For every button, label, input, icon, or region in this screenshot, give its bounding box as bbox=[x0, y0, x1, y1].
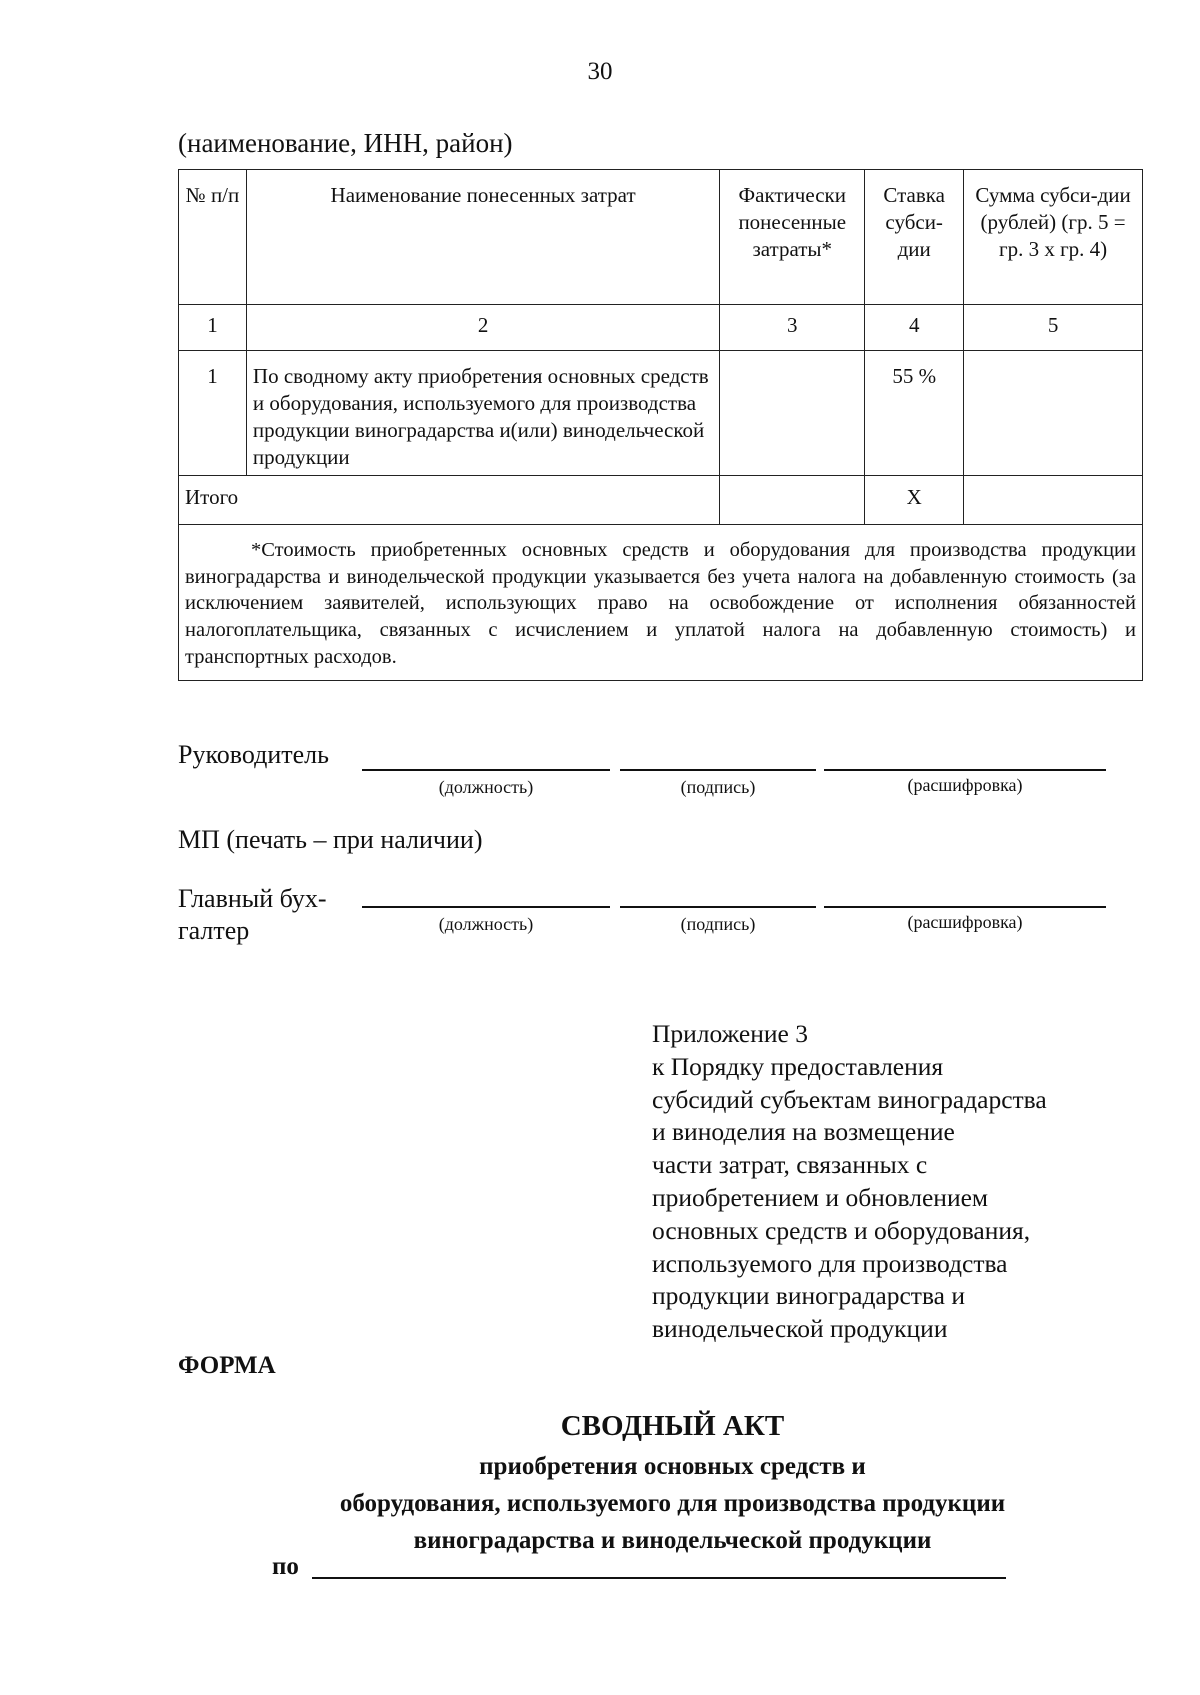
appendix-line: продукции виноградарства и bbox=[652, 1281, 965, 1311]
form-label: ФОРМА bbox=[178, 1352, 276, 1379]
org-header: (наименование, ИНН, район) bbox=[178, 128, 513, 158]
accountant-signature-line[interactable] bbox=[620, 906, 816, 908]
row-actual-costs bbox=[720, 351, 865, 476]
act-po-line[interactable] bbox=[312, 1577, 1006, 1579]
act-subtitle-line: виноградарства и винодельческой продукции bbox=[413, 1527, 932, 1554]
table-footnote: *Стоимость приобретенных основных средств и оборудования для производства продукции виноградарства и винодельческой продукции указывается без учета налога на добавленную стоимость (за исключением заявителей, использующих право на освобождение от исполнения обязанностей налогоплательщика, связанных с исчислением и уплатой налога на добавленную стоимость) и транспортных расходов. bbox=[185, 539, 1136, 668]
accountant-name-caption: (расшифровка) bbox=[907, 912, 1023, 932]
header-cost-name: Наименование понесенных затрат bbox=[246, 170, 719, 305]
accountant-position-line[interactable] bbox=[362, 906, 610, 908]
head-name-caption: (расшифровка) bbox=[907, 775, 1023, 795]
header-actual-costs: Фактически понесенные затраты* bbox=[720, 170, 865, 305]
table-column-numbers-row bbox=[179, 305, 1143, 351]
table-row bbox=[179, 351, 1143, 476]
accountant-label-line-2: галтер bbox=[178, 916, 250, 945]
row-subsidy-sum bbox=[964, 351, 1143, 476]
act-subtitle-line: оборудования, используемого для производства продукции bbox=[339, 1490, 1006, 1517]
act-title: СВОДНЫЙ АКТ bbox=[560, 1410, 785, 1442]
appendix-line: используемого для производства bbox=[652, 1248, 1008, 1278]
header-subsidy-rate: Ставка субси-дии bbox=[865, 170, 964, 305]
appendix-line: основных средств и оборудования, bbox=[652, 1215, 1031, 1245]
row-cost-name: По сводному акту приобретения основных средств и оборудования, используемого для производства продукции виноградарства и(или) винодельческой продукции bbox=[246, 351, 719, 476]
total-subsidy-rate: Х bbox=[865, 476, 964, 525]
head-signature-caption: (подпись) bbox=[680, 777, 756, 797]
table-footnote-cell bbox=[179, 525, 1143, 681]
appendix-line: и виноделия на возмещение bbox=[652, 1117, 955, 1147]
act-subtitle-line: приобретения основных средств и bbox=[479, 1453, 866, 1480]
stamp-note: МП (печать – при наличии) bbox=[178, 825, 483, 854]
appendix-line: Приложение 3 bbox=[652, 1019, 808, 1048]
col-number: 4 bbox=[865, 305, 964, 351]
header-num: № п/п bbox=[179, 170, 247, 305]
col-number: 5 bbox=[964, 305, 1143, 351]
accountant-label bbox=[178, 883, 327, 947]
accountant-signature-caption: (подпись) bbox=[680, 914, 756, 934]
col-number: 2 bbox=[246, 305, 719, 351]
header-subsidy-sum: Сумма субси-дии (рублей) (гр. 5 = гр. 3 х гр. 4) bbox=[964, 170, 1143, 305]
accountant-label-line-1: Главный бух- bbox=[178, 884, 327, 913]
appendix-line: приобретением и обновлением bbox=[652, 1182, 989, 1212]
accountant-position-caption: (должность) bbox=[438, 914, 534, 934]
total-actual-costs bbox=[720, 476, 865, 525]
total-subsidy-sum bbox=[964, 476, 1143, 525]
appendix-line: субсидий субъектам виноградарства bbox=[652, 1084, 1047, 1114]
head-position-line[interactable] bbox=[362, 769, 610, 771]
col-number: 1 bbox=[179, 305, 247, 351]
head-label: Руководитель bbox=[178, 740, 329, 769]
row-subsidy-rate: 55 % bbox=[865, 351, 964, 476]
costs-table bbox=[178, 169, 1143, 681]
act-po-label: по bbox=[272, 1553, 299, 1580]
table-header-row bbox=[179, 170, 1143, 305]
appendix-line: части затрат, связанных с bbox=[652, 1150, 928, 1180]
row-num: 1 bbox=[179, 351, 247, 476]
appendix-reference bbox=[652, 1018, 1112, 1346]
act-subtitle bbox=[0, 1448, 1200, 1559]
accountant-name-line[interactable] bbox=[824, 906, 1106, 908]
page-number: 30 bbox=[587, 58, 613, 85]
table-total-row bbox=[179, 476, 1143, 525]
head-signature-line[interactable] bbox=[620, 769, 816, 771]
head-position-caption: (должность) bbox=[438, 777, 534, 797]
col-number: 3 bbox=[720, 305, 865, 351]
total-label: Итого bbox=[179, 476, 720, 525]
table-footnote-row bbox=[179, 525, 1143, 681]
appendix-line: к Порядку предоставления bbox=[652, 1051, 944, 1081]
appendix-line: винодельческой продукции bbox=[652, 1314, 948, 1344]
head-name-line[interactable] bbox=[824, 769, 1106, 771]
